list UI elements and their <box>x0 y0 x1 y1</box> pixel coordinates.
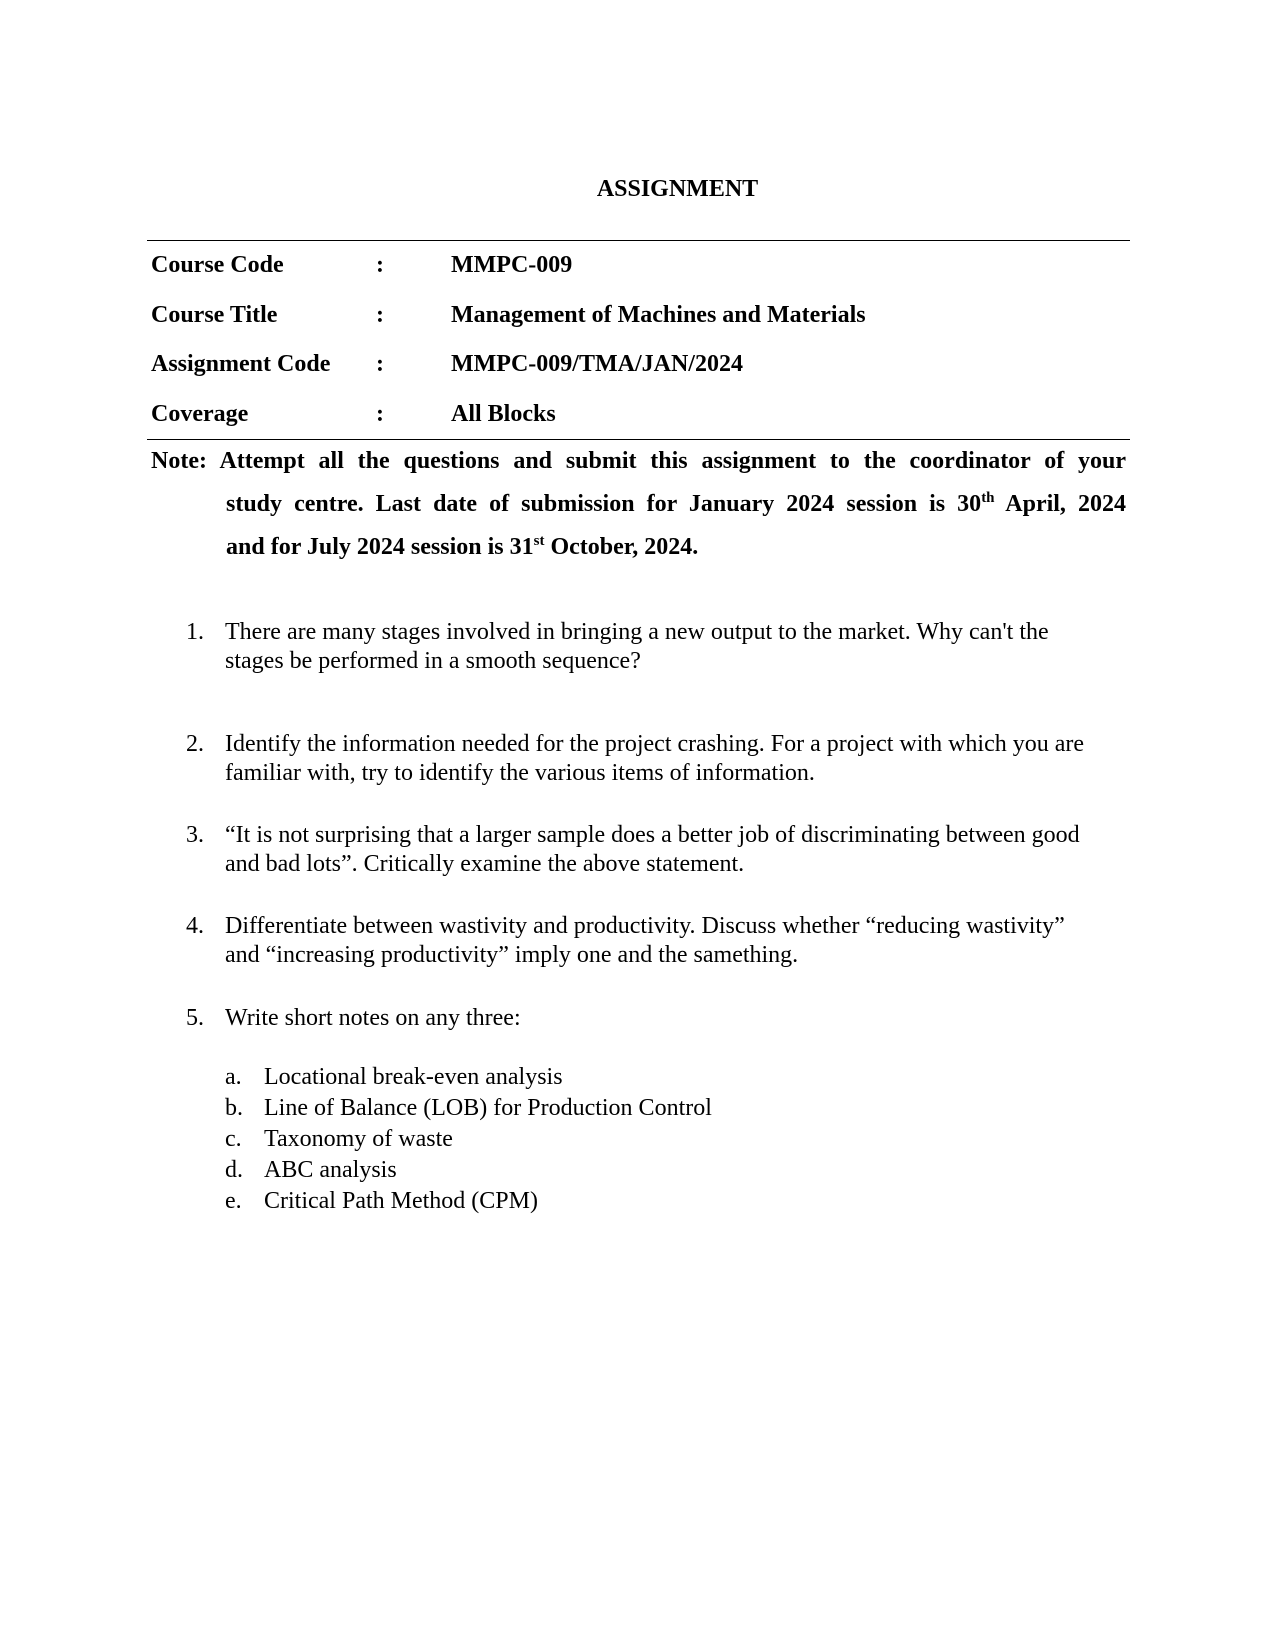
coverage-value: All Blocks <box>451 400 556 427</box>
course-title-value: Management of Machines and Materials <box>451 301 866 328</box>
question-2 <box>186 730 1131 788</box>
question-5 <box>186 1004 1131 1033</box>
note-line-2-text: study centre. Last date of submission for January 2024 session is 30 <box>226 491 982 517</box>
course-info-table <box>147 240 1130 440</box>
note-line-3 <box>151 526 1126 569</box>
question-text <box>225 730 1131 788</box>
question-text <box>225 821 1131 879</box>
list-item-text: Locational break-even analysis <box>264 1064 563 1090</box>
question-line: familiar with, try to identify the various items of information. <box>225 760 815 786</box>
course-title-label: Course Title <box>151 301 278 328</box>
question-line: Differentiate between wastivity and productivity. Discuss whether “reducing wastivity” <box>225 913 1065 939</box>
list-item-letter: b. <box>225 1095 243 1121</box>
submission-note <box>151 440 1126 569</box>
question-line: “It is not surprising that a larger sample does a better job of discriminating between good <box>225 822 1080 848</box>
assignment-code-value: MMPC-009/TMA/JAN/2024 <box>451 351 743 377</box>
question-text <box>225 618 1131 676</box>
list-item-text: ABC analysis <box>264 1157 397 1183</box>
question-4 <box>186 912 1131 970</box>
question-number: 5. <box>186 1005 204 1031</box>
course-title-colon: : <box>376 301 384 328</box>
assignment-code-label: Assignment Code <box>151 351 331 377</box>
list-item-text: Taxonomy of waste <box>264 1126 453 1152</box>
list-item-letter: d. <box>225 1157 243 1183</box>
question-number: 4. <box>186 913 204 939</box>
course-code-label: Course Code <box>151 252 284 278</box>
page-title: ASSIGNMENT <box>596 176 759 202</box>
coverage-row <box>147 390 1130 440</box>
note-line-1: Note: Attempt all the questions and submit this assignment to the coordinator of your <box>151 448 1126 474</box>
course-title-row <box>147 291 1130 341</box>
assignment-code-row <box>147 340 1130 390</box>
list-item-text: Critical Path Method (CPM) <box>264 1188 538 1214</box>
list-item-letter: e. <box>225 1188 242 1214</box>
note-line-2 <box>151 483 1126 526</box>
question-text <box>225 912 1131 970</box>
list-item-letter: a. <box>225 1064 242 1090</box>
question-line: and bad lots”. Critically examine the above statement. <box>225 851 745 877</box>
question-number: 2. <box>186 731 204 757</box>
course-code-colon: : <box>376 252 384 278</box>
assignment-code-colon: : <box>376 351 384 377</box>
note-line-3-text: and for July 2024 session is 31 <box>226 534 534 560</box>
note-line-2-end: April, 2024 <box>994 491 1126 517</box>
note-line-2-sup: th <box>981 490 995 506</box>
note-line-3-end: October, 2024. <box>544 534 699 560</box>
question-line: Write short notes on any three: <box>225 1005 521 1031</box>
course-code-value: MMPC-009 <box>451 252 573 278</box>
question-line: There are many stages involved in bringing a new output to the market. Why can't the <box>225 619 1049 645</box>
question-3 <box>186 821 1131 879</box>
note-line-3-sup: st <box>533 533 545 549</box>
question-number: 1. <box>186 619 204 645</box>
question-line: stages be performed in a smooth sequence? <box>225 648 641 674</box>
coverage-colon: : <box>376 400 384 427</box>
question-1 <box>186 618 1131 676</box>
coverage-label: Coverage <box>151 400 249 427</box>
question-number: 3. <box>186 822 204 848</box>
list-item-letter: c. <box>225 1126 242 1152</box>
list-item-text: Line of Balance (LOB) for Production Control <box>264 1095 712 1121</box>
question-text <box>225 1004 1131 1033</box>
question-line: and “increasing productivity” imply one and the samething. <box>225 942 799 968</box>
course-code-row <box>147 241 1130 291</box>
question-line: Identify the information needed for the project crashing. For a project with which you are <box>225 731 1085 757</box>
